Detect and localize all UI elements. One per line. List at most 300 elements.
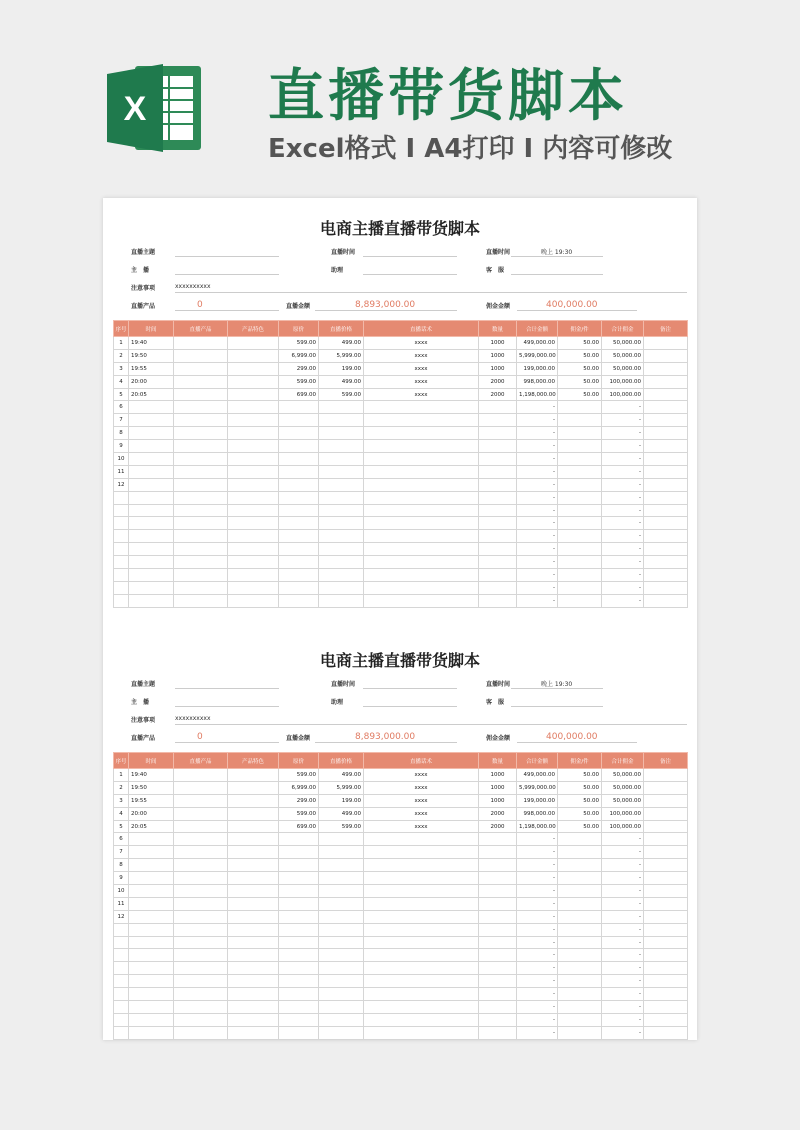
table-cell[interactable] bbox=[364, 872, 479, 885]
table-cell[interactable] bbox=[644, 859, 688, 872]
table-cell[interactable] bbox=[228, 923, 279, 936]
table-cell[interactable]: 2000 bbox=[479, 820, 517, 833]
table-cell[interactable] bbox=[364, 427, 479, 440]
product-field[interactable] bbox=[175, 310, 279, 311]
table-cell[interactable] bbox=[279, 962, 319, 975]
table-cell[interactable] bbox=[174, 949, 228, 962]
table-cell[interactable] bbox=[129, 962, 174, 975]
table-cell[interactable] bbox=[228, 885, 279, 898]
table-cell[interactable]: 6 bbox=[114, 401, 129, 414]
table-cell[interactable] bbox=[558, 962, 602, 975]
table-cell[interactable] bbox=[174, 807, 228, 820]
table-cell[interactable] bbox=[129, 594, 174, 607]
table-cell[interactable] bbox=[279, 936, 319, 949]
table-cell[interactable]: - bbox=[602, 962, 644, 975]
table-cell[interactable] bbox=[279, 556, 319, 569]
table-cell[interactable]: 12 bbox=[114, 910, 129, 923]
table-cell[interactable]: 50.00 bbox=[558, 820, 602, 833]
table-cell[interactable] bbox=[479, 872, 517, 885]
table-cell[interactable] bbox=[279, 440, 319, 453]
table-cell[interactable]: - bbox=[517, 556, 558, 569]
table-cell[interactable] bbox=[319, 1013, 364, 1026]
table-cell[interactable]: 50.00 bbox=[558, 337, 602, 350]
table-cell[interactable] bbox=[364, 833, 479, 846]
table-cell[interactable] bbox=[279, 949, 319, 962]
table-cell[interactable] bbox=[558, 453, 602, 466]
host-field[interactable] bbox=[175, 274, 279, 275]
table-cell[interactable] bbox=[114, 594, 129, 607]
table-cell[interactable] bbox=[319, 517, 364, 530]
table-cell[interactable] bbox=[279, 1013, 319, 1026]
table-cell[interactable]: 50.00 bbox=[558, 769, 602, 782]
table-cell[interactable] bbox=[319, 1001, 364, 1014]
table-cell[interactable] bbox=[279, 491, 319, 504]
table-cell[interactable] bbox=[558, 491, 602, 504]
table-cell[interactable] bbox=[644, 794, 688, 807]
table-cell[interactable] bbox=[319, 569, 364, 582]
notes-field[interactable] bbox=[175, 724, 687, 725]
table-cell[interactable] bbox=[644, 453, 688, 466]
notes-field[interactable] bbox=[175, 292, 687, 293]
table-cell[interactable] bbox=[129, 556, 174, 569]
table-cell[interactable] bbox=[479, 581, 517, 594]
table-cell[interactable] bbox=[319, 988, 364, 1001]
table-cell[interactable]: - bbox=[517, 885, 558, 898]
table-cell[interactable] bbox=[279, 401, 319, 414]
table-cell[interactable]: - bbox=[602, 872, 644, 885]
table-cell[interactable] bbox=[558, 594, 602, 607]
table-cell[interactable]: 1 bbox=[114, 337, 129, 350]
table-cell[interactable]: - bbox=[602, 440, 644, 453]
table-cell[interactable] bbox=[174, 872, 228, 885]
table-cell[interactable] bbox=[174, 491, 228, 504]
table-cell[interactable] bbox=[174, 478, 228, 491]
table-cell[interactable]: - bbox=[517, 1001, 558, 1014]
theme-field[interactable] bbox=[175, 256, 279, 257]
table-cell[interactable] bbox=[228, 504, 279, 517]
table-cell[interactable] bbox=[114, 949, 129, 962]
table-cell[interactable] bbox=[279, 897, 319, 910]
table-cell[interactable]: - bbox=[517, 962, 558, 975]
table-cell[interactable]: - bbox=[517, 581, 558, 594]
table-cell[interactable] bbox=[228, 530, 279, 543]
table-cell[interactable] bbox=[228, 453, 279, 466]
table-cell[interactable] bbox=[228, 949, 279, 962]
table-cell[interactable]: 20:05 bbox=[129, 388, 174, 401]
table-cell[interactable] bbox=[114, 975, 129, 988]
table-cell[interactable]: - bbox=[602, 859, 644, 872]
table-cell[interactable]: 100,000.00 bbox=[602, 820, 644, 833]
table-cell[interactable]: 599.00 bbox=[279, 769, 319, 782]
table-cell[interactable] bbox=[279, 543, 319, 556]
table-cell[interactable] bbox=[558, 427, 602, 440]
table-cell[interactable] bbox=[479, 427, 517, 440]
table-cell[interactable] bbox=[174, 923, 228, 936]
table-cell[interactable] bbox=[129, 401, 174, 414]
table-cell[interactable] bbox=[364, 517, 479, 530]
table-cell[interactable]: xxxx bbox=[364, 769, 479, 782]
table-cell[interactable]: 50,000.00 bbox=[602, 349, 644, 362]
table-cell[interactable] bbox=[174, 349, 228, 362]
table-cell[interactable] bbox=[319, 897, 364, 910]
time-field[interactable] bbox=[363, 256, 457, 257]
table-cell[interactable] bbox=[228, 846, 279, 859]
table-cell[interactable] bbox=[228, 859, 279, 872]
table-cell[interactable]: 10 bbox=[114, 885, 129, 898]
table-cell[interactable] bbox=[644, 769, 688, 782]
table-cell[interactable] bbox=[174, 859, 228, 872]
table-cell[interactable]: xxxx bbox=[364, 807, 479, 820]
table-cell[interactable] bbox=[228, 594, 279, 607]
table-cell[interactable] bbox=[228, 962, 279, 975]
table-cell[interactable] bbox=[129, 581, 174, 594]
table-cell[interactable] bbox=[228, 362, 279, 375]
table-cell[interactable] bbox=[174, 846, 228, 859]
table-cell[interactable]: - bbox=[517, 530, 558, 543]
table-cell[interactable]: 1000 bbox=[479, 337, 517, 350]
table-cell[interactable]: - bbox=[602, 504, 644, 517]
table-cell[interactable] bbox=[319, 440, 364, 453]
table-cell[interactable]: - bbox=[517, 859, 558, 872]
table-cell[interactable]: - bbox=[517, 440, 558, 453]
table-cell[interactable]: 19:40 bbox=[129, 337, 174, 350]
table-cell[interactable]: - bbox=[517, 1013, 558, 1026]
table-cell[interactable] bbox=[479, 910, 517, 923]
table-cell[interactable]: 699.00 bbox=[279, 388, 319, 401]
table-cell[interactable]: 599.00 bbox=[319, 388, 364, 401]
table-cell[interactable] bbox=[479, 897, 517, 910]
table-cell[interactable] bbox=[644, 820, 688, 833]
table-cell[interactable] bbox=[228, 988, 279, 1001]
table-cell[interactable]: 9 bbox=[114, 440, 129, 453]
table-cell[interactable]: 499,000.00 bbox=[517, 769, 558, 782]
table-cell[interactable] bbox=[479, 556, 517, 569]
table-cell[interactable]: - bbox=[517, 401, 558, 414]
table-cell[interactable] bbox=[364, 975, 479, 988]
table-cell[interactable]: - bbox=[517, 910, 558, 923]
table-cell[interactable] bbox=[174, 581, 228, 594]
table-cell[interactable]: 1000 bbox=[479, 349, 517, 362]
table-cell[interactable] bbox=[228, 820, 279, 833]
table-cell[interactable]: 5 bbox=[114, 388, 129, 401]
table-cell[interactable] bbox=[319, 923, 364, 936]
table-cell[interactable] bbox=[364, 569, 479, 582]
service-field[interactable] bbox=[511, 706, 603, 707]
table-cell[interactable] bbox=[174, 833, 228, 846]
table-cell[interactable]: 50.00 bbox=[558, 362, 602, 375]
table-cell[interactable] bbox=[479, 846, 517, 859]
table-cell[interactable]: - bbox=[602, 936, 644, 949]
table-cell[interactable] bbox=[319, 581, 364, 594]
table-cell[interactable] bbox=[174, 897, 228, 910]
table-cell[interactable] bbox=[644, 504, 688, 517]
table-cell[interactable] bbox=[364, 846, 479, 859]
table-cell[interactable] bbox=[644, 833, 688, 846]
table-cell[interactable] bbox=[319, 949, 364, 962]
table-cell[interactable] bbox=[558, 846, 602, 859]
assistant-field[interactable] bbox=[363, 274, 457, 275]
table-cell[interactable]: - bbox=[602, 491, 644, 504]
table-cell[interactable] bbox=[644, 923, 688, 936]
table-cell[interactable] bbox=[279, 975, 319, 988]
table-cell[interactable] bbox=[114, 1001, 129, 1014]
table-cell[interactable]: 4 bbox=[114, 375, 129, 388]
table-cell[interactable] bbox=[558, 949, 602, 962]
table-cell[interactable]: - bbox=[517, 517, 558, 530]
table-cell[interactable] bbox=[319, 504, 364, 517]
table-cell[interactable] bbox=[479, 949, 517, 962]
table-cell[interactable] bbox=[228, 465, 279, 478]
table-cell[interactable]: - bbox=[602, 949, 644, 962]
table-cell[interactable] bbox=[364, 949, 479, 962]
table-cell[interactable] bbox=[644, 1013, 688, 1026]
table-cell[interactable] bbox=[558, 936, 602, 949]
table-cell[interactable]: 50,000.00 bbox=[602, 781, 644, 794]
table-cell[interactable] bbox=[558, 975, 602, 988]
table-cell[interactable] bbox=[129, 923, 174, 936]
table-cell[interactable]: 499,000.00 bbox=[517, 337, 558, 350]
table-cell[interactable] bbox=[479, 569, 517, 582]
table-cell[interactable] bbox=[319, 530, 364, 543]
table-cell[interactable] bbox=[558, 414, 602, 427]
table-cell[interactable]: 5,999,000.00 bbox=[517, 349, 558, 362]
table-cell[interactable]: - bbox=[602, 556, 644, 569]
table-cell[interactable] bbox=[479, 833, 517, 846]
table-cell[interactable]: xxxx bbox=[364, 349, 479, 362]
table-cell[interactable] bbox=[319, 491, 364, 504]
table-cell[interactable] bbox=[114, 543, 129, 556]
table-cell[interactable]: - bbox=[517, 846, 558, 859]
table-cell[interactable] bbox=[644, 846, 688, 859]
table-cell[interactable] bbox=[479, 859, 517, 872]
table-cell[interactable]: 6,999.00 bbox=[279, 349, 319, 362]
table-cell[interactable] bbox=[279, 478, 319, 491]
table-cell[interactable] bbox=[558, 530, 602, 543]
table-cell[interactable]: 20:05 bbox=[129, 820, 174, 833]
table-cell[interactable] bbox=[644, 517, 688, 530]
table-cell[interactable]: 50,000.00 bbox=[602, 362, 644, 375]
table-cell[interactable]: 20:00 bbox=[129, 807, 174, 820]
table-cell[interactable] bbox=[129, 846, 174, 859]
table-cell[interactable] bbox=[174, 362, 228, 375]
table-cell[interactable] bbox=[644, 949, 688, 962]
table-cell[interactable]: - bbox=[517, 504, 558, 517]
table-cell[interactable] bbox=[228, 569, 279, 582]
table-cell[interactable] bbox=[114, 517, 129, 530]
table-cell[interactable] bbox=[129, 478, 174, 491]
table-cell[interactable] bbox=[479, 504, 517, 517]
table-cell[interactable] bbox=[479, 1001, 517, 1014]
table-cell[interactable] bbox=[644, 349, 688, 362]
table-cell[interactable]: - bbox=[602, 543, 644, 556]
table-cell[interactable] bbox=[228, 897, 279, 910]
table-cell[interactable] bbox=[228, 491, 279, 504]
table-cell[interactable] bbox=[364, 491, 479, 504]
table-cell[interactable] bbox=[279, 594, 319, 607]
table-cell[interactable] bbox=[228, 556, 279, 569]
table-cell[interactable]: - bbox=[602, 427, 644, 440]
table-cell[interactable] bbox=[129, 414, 174, 427]
table-cell[interactable]: - bbox=[602, 1026, 644, 1039]
table-cell[interactable]: 998,000.00 bbox=[517, 375, 558, 388]
table-cell[interactable]: xxxx bbox=[364, 375, 479, 388]
table-cell[interactable]: 499.00 bbox=[319, 375, 364, 388]
table-cell[interactable]: 199,000.00 bbox=[517, 794, 558, 807]
table-cell[interactable] bbox=[479, 1013, 517, 1026]
table-cell[interactable] bbox=[364, 1026, 479, 1039]
table-cell[interactable] bbox=[174, 1013, 228, 1026]
table-cell[interactable] bbox=[558, 569, 602, 582]
table-cell[interactable]: 699.00 bbox=[279, 820, 319, 833]
table-cell[interactable]: 199,000.00 bbox=[517, 362, 558, 375]
table-cell[interactable] bbox=[479, 594, 517, 607]
table-cell[interactable] bbox=[319, 1026, 364, 1039]
table-cell[interactable]: 2000 bbox=[479, 375, 517, 388]
table-cell[interactable]: 2 bbox=[114, 349, 129, 362]
table-cell[interactable] bbox=[558, 543, 602, 556]
table-cell[interactable]: 9 bbox=[114, 872, 129, 885]
table-cell[interactable] bbox=[228, 414, 279, 427]
table-cell[interactable] bbox=[644, 1001, 688, 1014]
table-cell[interactable] bbox=[114, 491, 129, 504]
table-cell[interactable]: 19:50 bbox=[129, 349, 174, 362]
table-cell[interactable]: - bbox=[602, 401, 644, 414]
table-cell[interactable] bbox=[228, 975, 279, 988]
table-cell[interactable] bbox=[364, 581, 479, 594]
table-cell[interactable] bbox=[129, 872, 174, 885]
table-cell[interactable] bbox=[319, 453, 364, 466]
table-cell[interactable] bbox=[174, 465, 228, 478]
table-cell[interactable]: 1000 bbox=[479, 769, 517, 782]
table-cell[interactable] bbox=[364, 923, 479, 936]
table-cell[interactable] bbox=[558, 910, 602, 923]
table-cell[interactable] bbox=[644, 781, 688, 794]
table-cell[interactable] bbox=[129, 427, 174, 440]
table-cell[interactable] bbox=[228, 807, 279, 820]
table-cell[interactable] bbox=[174, 885, 228, 898]
table-cell[interactable] bbox=[479, 543, 517, 556]
table-cell[interactable] bbox=[319, 556, 364, 569]
table-cell[interactable] bbox=[279, 414, 319, 427]
table-cell[interactable]: 299.00 bbox=[279, 794, 319, 807]
table-cell[interactable] bbox=[174, 556, 228, 569]
table-cell[interactable] bbox=[319, 910, 364, 923]
table-cell[interactable]: 19:50 bbox=[129, 781, 174, 794]
table-cell[interactable]: - bbox=[517, 427, 558, 440]
table-cell[interactable] bbox=[174, 988, 228, 1001]
table-cell[interactable]: 11 bbox=[114, 897, 129, 910]
table-cell[interactable] bbox=[479, 923, 517, 936]
table-cell[interactable] bbox=[129, 504, 174, 517]
table-cell[interactable] bbox=[644, 543, 688, 556]
table-cell[interactable] bbox=[479, 975, 517, 988]
table-cell[interactable] bbox=[174, 569, 228, 582]
table-cell[interactable]: 50,000.00 bbox=[602, 769, 644, 782]
table-cell[interactable] bbox=[364, 885, 479, 898]
table-cell[interactable] bbox=[114, 504, 129, 517]
table-cell[interactable] bbox=[129, 1001, 174, 1014]
table-cell[interactable] bbox=[364, 453, 479, 466]
table-cell[interactable] bbox=[644, 988, 688, 1001]
table-cell[interactable] bbox=[279, 872, 319, 885]
table-cell[interactable]: 5,999,000.00 bbox=[517, 781, 558, 794]
table-cell[interactable]: 599.00 bbox=[279, 337, 319, 350]
table-cell[interactable] bbox=[364, 530, 479, 543]
table-cell[interactable] bbox=[479, 1026, 517, 1039]
table-cell[interactable]: 50.00 bbox=[558, 375, 602, 388]
table-cell[interactable]: 2 bbox=[114, 781, 129, 794]
table-cell[interactable] bbox=[228, 769, 279, 782]
table-cell[interactable] bbox=[279, 859, 319, 872]
table-cell[interactable] bbox=[228, 910, 279, 923]
table-cell[interactable] bbox=[228, 517, 279, 530]
table-cell[interactable] bbox=[558, 1013, 602, 1026]
table-cell[interactable]: 7 bbox=[114, 846, 129, 859]
table-cell[interactable]: 19:40 bbox=[129, 769, 174, 782]
table-cell[interactable] bbox=[279, 504, 319, 517]
table-cell[interactable] bbox=[129, 465, 174, 478]
table-cell[interactable] bbox=[114, 1026, 129, 1039]
table-cell[interactable] bbox=[279, 833, 319, 846]
table-cell[interactable] bbox=[644, 530, 688, 543]
table-cell[interactable]: 50,000.00 bbox=[602, 337, 644, 350]
table-cell[interactable]: 19:55 bbox=[129, 362, 174, 375]
table-cell[interactable] bbox=[479, 962, 517, 975]
table-cell[interactable]: - bbox=[602, 910, 644, 923]
table-cell[interactable] bbox=[228, 833, 279, 846]
table-cell[interactable] bbox=[558, 897, 602, 910]
table-cell[interactable]: - bbox=[517, 936, 558, 949]
table-cell[interactable]: 4 bbox=[114, 807, 129, 820]
table-cell[interactable]: 1000 bbox=[479, 362, 517, 375]
table-cell[interactable] bbox=[228, 543, 279, 556]
table-cell[interactable] bbox=[364, 414, 479, 427]
table-cell[interactable] bbox=[364, 594, 479, 607]
table-cell[interactable]: - bbox=[517, 543, 558, 556]
table-cell[interactable] bbox=[174, 1001, 228, 1014]
table-cell[interactable] bbox=[114, 936, 129, 949]
table-cell[interactable] bbox=[319, 465, 364, 478]
table-cell[interactable]: 2000 bbox=[479, 388, 517, 401]
table-cell[interactable] bbox=[558, 517, 602, 530]
table-cell[interactable] bbox=[174, 975, 228, 988]
table-cell[interactable]: 299.00 bbox=[279, 362, 319, 375]
table-cell[interactable]: 5,999.00 bbox=[319, 781, 364, 794]
table-cell[interactable]: 599.00 bbox=[279, 375, 319, 388]
table-cell[interactable]: 2000 bbox=[479, 807, 517, 820]
table-cell[interactable]: - bbox=[517, 414, 558, 427]
table-cell[interactable] bbox=[644, 401, 688, 414]
table-cell[interactable] bbox=[644, 975, 688, 988]
table-cell[interactable] bbox=[129, 897, 174, 910]
table-cell[interactable] bbox=[279, 1026, 319, 1039]
table-cell[interactable] bbox=[644, 910, 688, 923]
table-cell[interactable] bbox=[644, 337, 688, 350]
table-cell[interactable] bbox=[129, 440, 174, 453]
table-cell[interactable]: - bbox=[517, 1026, 558, 1039]
table-cell[interactable]: - bbox=[602, 414, 644, 427]
table-cell[interactable] bbox=[114, 556, 129, 569]
table-cell[interactable] bbox=[319, 543, 364, 556]
table-cell[interactable] bbox=[279, 581, 319, 594]
table-cell[interactable] bbox=[479, 517, 517, 530]
table-cell[interactable]: - bbox=[517, 478, 558, 491]
table-cell[interactable]: 199.00 bbox=[319, 362, 364, 375]
table-cell[interactable]: 8 bbox=[114, 427, 129, 440]
table-cell[interactable] bbox=[129, 975, 174, 988]
table-cell[interactable] bbox=[114, 988, 129, 1001]
amount-field[interactable] bbox=[315, 742, 457, 743]
